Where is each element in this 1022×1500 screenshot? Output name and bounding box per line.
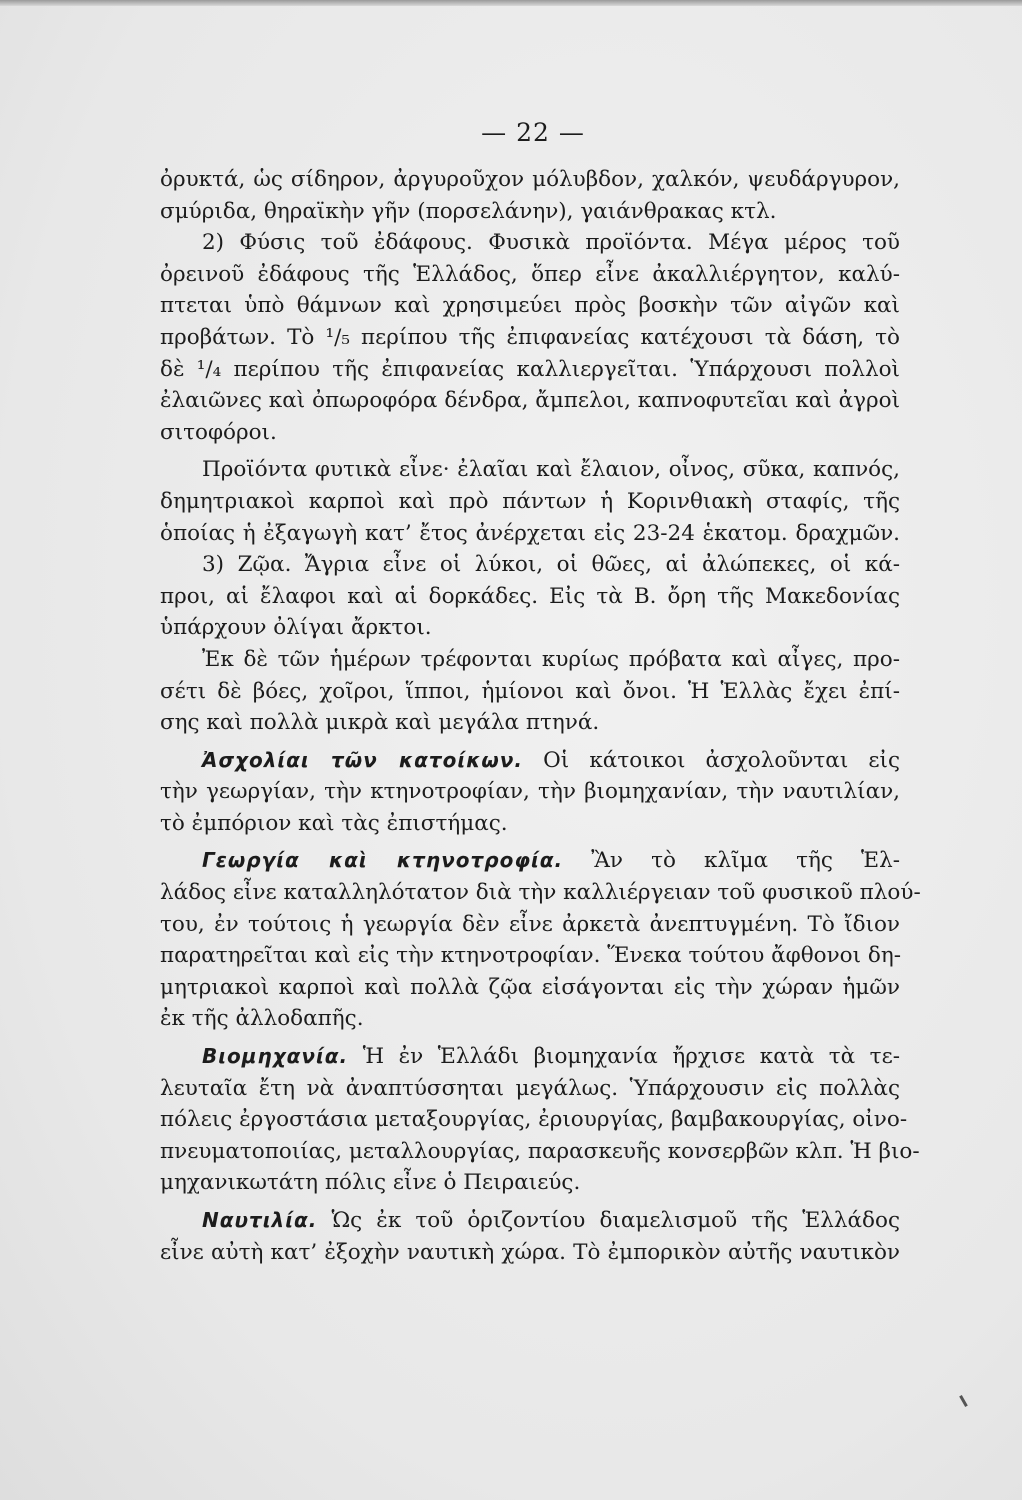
- section-heading-agriculture: Γεωργία καὶ κτηνοτροφία.: [202, 848, 564, 873]
- text-line: 2) Φύσις τοῦ ἐδάφους. Φυσικὰ προϊόντα. Μέγα μέρος τοῦ: [202, 230, 900, 256]
- ink-mark: [959, 1395, 968, 1407]
- text-line: του, ἐν τούτοις ἡ γεωργία δὲν εἶνε ἀρκετὰ ἀνεπτυγμένη. Τὸ ἴδιον: [160, 911, 900, 937]
- text-line: Προϊόντα φυτικὰ εἶνε· ἐλαῖαι καὶ ἔλαιον, οἶνος, σῦκα, καπνός,: [202, 457, 900, 483]
- text-span: Ὡς ἐκ τοῦ ὁριζοντίου διαμελισμοῦ τῆς Ἑλλάδος: [331, 1208, 900, 1233]
- text-line: σέτι δὲ βόες, χοῖροι, ἵπποι, ἡμίονοι καὶ ὄνοι. Ἡ Ἑλλὰς ἔχει ἐπί-: [160, 678, 900, 704]
- text-span: Ἂν τὸ κλῖμα τῆς Ἑλ-: [591, 848, 900, 874]
- text-line: λάδος εἶνε καταλληλότατον διὰ τὴν καλλιέργειαν τοῦ φυσικοῦ πλού-: [160, 880, 921, 906]
- page-top-edge: [0, 0, 1022, 6]
- text-line: σιτοφόροι.: [160, 419, 277, 445]
- text-line: προι, αἱ ἔλαφοι καὶ αἱ δορκάδες. Εἰς τὰ Β. ὄρη τῆς Μακεδονίας: [160, 583, 900, 609]
- text-line: πνευματοποιίας, μεταλλουργίας, παρασκευῆς κονσερβῶν κλπ. Ἡ βιο-: [160, 1138, 920, 1164]
- text-line: ἐλαιῶνες καὶ ὀπωροφόρα δένδρα, ἄμπελοι, καπνοφυτεῖαι καὶ ἀγροὶ: [160, 388, 900, 414]
- text-line: σμύριδα, θηραϊκὴν γῆν (πορσελάνην), γαιάνθρακας κτλ.: [160, 198, 777, 224]
- section-heading-occupations: Ἀσχολίαι τῶν κατοίκων.: [202, 747, 524, 772]
- text-line: ὑπάρχουν ὀλίγαι ἄρκτοι.: [160, 615, 432, 641]
- text-line: ὀρυκτά, ὡς σίδηρον, ἀργυροῦχον μόλυβδον, χαλκόν, ψευδάργυρον,: [160, 167, 900, 192]
- text-line: ὁποίας ἡ ἐξαγωγὴ κατ’ ἔτος ἀνέρχεται εἰς 23-24 ἑκατομ. δραχμῶν.: [160, 520, 900, 546]
- text-line: [160, 1041, 900, 1073]
- text-line: τὴν γεωργίαν, τὴν κτηνοτροφίαν, τὴν βιομηχανίαν, τὴν ναυτιλίαν,: [160, 779, 900, 805]
- section-heading-industry: Βιομηχανία.: [202, 1044, 349, 1069]
- text-line: σης καὶ πολλὰ μικρὰ καὶ μεγάλα πτηνά.: [160, 710, 600, 736]
- text-span: Οἱ κάτοικοι ἀσχολοῦνται εἰς: [543, 747, 900, 773]
- text-line: [160, 845, 900, 877]
- text-line: ἐκ τῆς ἀλλοδαπῆς.: [160, 1006, 364, 1032]
- text-line: Ἐκ δὲ τῶν ἡμέρων τρέφονται κυρίως πρόβατα καὶ αἶγες, προ-: [202, 646, 900, 672]
- text-line: [160, 1205, 900, 1237]
- text-line: ὀρεινοῦ ἐδάφους τῆς Ἑλλάδος, ὅπερ εἶνε ἀκαλλιέργητον, καλύ-: [160, 261, 900, 287]
- text-line: λευταῖα ἔτη νὰ ἀναπτύσσηται μεγάλως. Ὑπάρχουσιν εἰς πολλὰς: [160, 1075, 900, 1101]
- text-line: τὸ ἐμπόριον καὶ τὰς ἐπιστήμας.: [160, 810, 508, 836]
- text-line: δὲ ¹/₄ περίπου τῆς ἐπιφανείας καλλιεργεῖται. Ὑπάρχουσι πολλοὶ: [160, 356, 900, 382]
- page-number: — 22 —: [481, 118, 585, 147]
- text-line: μητριακοὶ καρποὶ καὶ πολλὰ ζῷα εἰσάγονται εἰς τὴν χώραν ἡμῶν: [160, 974, 900, 1000]
- text-line: εἶνε αὐτὴ κατ’ ἐξοχὴν ναυτικὴ χώρα. Τὸ ἐμπορικὸν αὐτῆς ναυτικὸν: [160, 1239, 900, 1265]
- text-span: Ἡ ἐν Ἑλλάδι βιομηχανία ἤρχισε κατὰ τὰ τε-: [362, 1044, 900, 1070]
- text-line: 3) Ζῷα. Ἄγρια εἶνε οἱ λύκοι, οἱ θῶες, αἱ ἀλώπεκες, οἱ κά-: [202, 552, 900, 578]
- text-line: [160, 745, 900, 777]
- section-heading-shipping: Ναυτιλία.: [202, 1208, 318, 1232]
- text-line: προβάτων. Τὸ ¹/₅ περίπου τῆς ἐπιφανείας κατέχουσι τὰ δάση, τὸ: [160, 324, 900, 350]
- text-line: πτεται ὑπὸ θάμνων καὶ χρησιμεύει πρὸς βοσκὴν τῶν αἰγῶν καὶ: [160, 293, 900, 319]
- text-line: μηχανικωτάτη πόλις εἶνε ὁ Πειραιεύς.: [160, 1170, 581, 1196]
- text-line: παρατηρεῖται καὶ εἰς τὴν κτηνοτροφίαν. Ἕνεκα τούτου ἄφθονοι δη-: [160, 943, 901, 969]
- text-line: πόλεις ἐργοστάσια μεταξουργίας, ἐριουργίας, βαμβακουργίας, οἰνο-: [160, 1107, 908, 1133]
- text-line: δημητριακοὶ καρποὶ καὶ πρὸ πάντων ἡ Κορινθιακὴ σταφίς, τῆς: [160, 488, 900, 514]
- body-text: [160, 164, 921, 1268]
